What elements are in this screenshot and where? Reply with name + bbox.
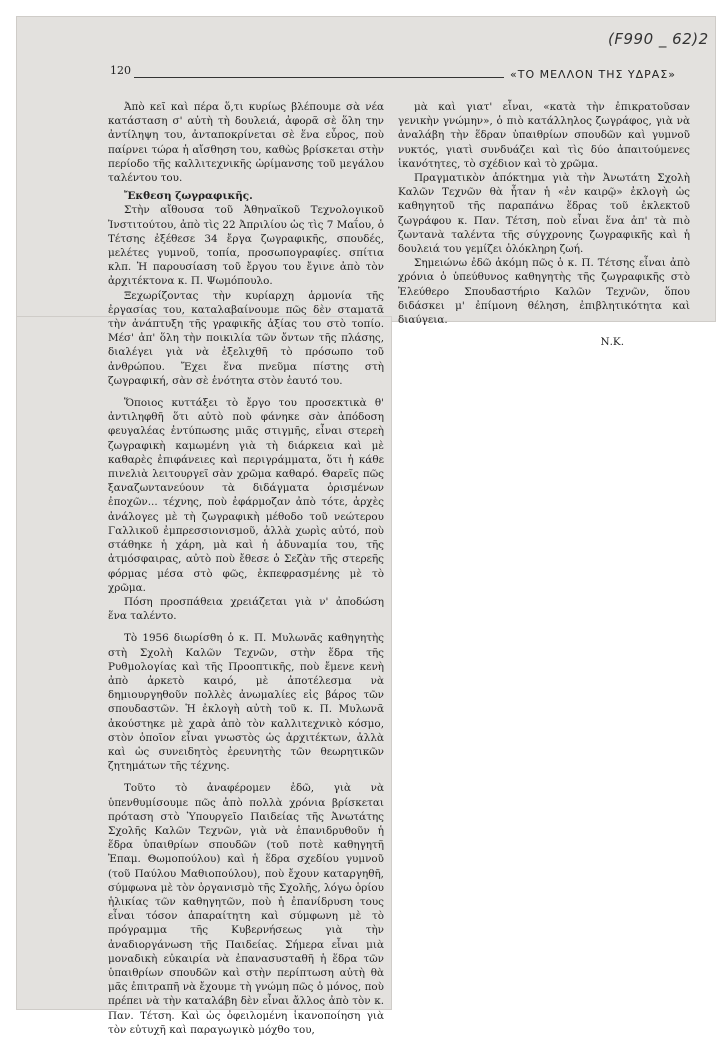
paragraph: μὰ καὶ γιατ' εἶναι, «κατὰ τὴν ἐπικρατοῦσαν γενικὴν γνώμην», ὁ πιὸ κατάλληλος ζωγράφος, γιὰ νὰ ἀναλάβη τὴν ἕδραν ὑπαιθρίων σπουδῶν καὶ γυμνοῦ νυκτός, γιατὶ συνδυάζει καὶ τὶς δύο ἀπαιτούμενες ἱκανότητες, τὸ σχέδιον καὶ τὸ χρῶμα. [398, 101, 690, 170]
paragraph: Πραγματικὸν ἀπόκτημα γιὰ τὴν Ἀνωτάτη Σχολὴ Καλῶν Τεχνῶν θὰ ἦταν ἡ «ἐν καιρῷ» ἐκλογὴ ὡς καθηγητοῦ τῆς παραπάνω ἕδρας τοῦ ἐκλεκτοῦ ζωγράφου κ. Παν. Τέτση, ποὺ εἶναι ἕνα ἀπ' τὰ πιὸ ζωντανὰ ταλέντα τῆς σύγχρονης ζωγραφικῆς καὶ ἡ δουλειά του γεμίζει ὁλόκληρη ζωή. [398, 172, 690, 256]
handwritten-archive-note: (F990 _ 62)2 [608, 30, 709, 48]
article-column-left [108, 100, 384, 1037]
paragraph: Στὴν αἴθουσα τοῦ Ἀθηναϊκοῦ Τεχνολογικοῦ Ἰνστιτούτου, ἀπὸ τὶς 22 Ἀπριλίου ὡς τὶς 7 Μαΐου, ὁ Τέτσης ἐξέθεσε 34 ἔργα ζωγραφικῆς, σπουδές, μελέτες γυμνοῦ, τοπία, προσωπογραφίες. σπίτια κλπ. Ἡ παρουσίαση τοῦ ἔργου του ἔγινε ἀπὸ τὸν ἀρχιτέκτονα κ. Π. Ψωμόπουλο. [108, 204, 384, 288]
paragraph: Τοῦτο τὸ ἀναφέρομεν ἐδῶ, γιὰ νὰ ὑπενθυμίσουμε πῶς ἀπὸ πολλὰ χρόνια βρίσκεται πρόταση στὸ Ὑπουργεῖο Παιδείας τῆς Ἀνωτάτης Σχολῆς Καλῶν Τεχνῶν, γιὰ νὰ ἐπανιδρυθοῦν ἡ ἕδρα ὑπαιθρίων σπουδῶν (τοῦ ποτὲ καθηγητῆ Ἐπαμ. Θωμοπούλου) καὶ ἡ ἕδρα σχεδίου γυμνοῦ (τοῦ Παύλου Μαθιοπούλου), ποὺ ἔχουν καταργηθῆ, σύμφωνα μὲ τὸν ὀργανισμὸ τῆς Σχολῆς, λόγω ὁρίου ἡλικίας τῶν καθηγητῶν, ποὺ ἡ ἐπανίδρυση τους εἶναι τόσον ἀπαραίτητη καὶ σύμφωνη μὲ τὸ πρόγραμμα τῆς Κυβερνήσεως γιὰ τὴν ἀναδιοργάνωση τῆς Παιδείας. Σήμερα εἶναι μιὰ μοναδικὴ εὐκαιρία νὰ ἐπανασυσταθῆ ἡ ἕδρα τῶν ὑπαιθρίων σπουδῶν καὶ στὴν περίπτωση αὐτὴ θὰ μᾶς ἐπιτραπῆ νὰ ἔχουμε τὴ γνώμη πῶς ὁ μόνος, ποὺ πρέπει νὰ τὴν καταλάβη δὲν εἶναι ἄλλος ἀπὸ τὸν κ. Παν. Τέτση. Καὶ ὡς ὀφειλομένη ἱκανοποίηση γιὰ τὸν εὐτυχῆ καὶ παραγωγικὸ μόχθο του, [108, 782, 384, 1036]
page-number: 120 [110, 64, 131, 77]
section-heading: Ἔκθεση ζωγραφικῆς. [124, 190, 253, 203]
paragraph: Ὅποιος κυττάξει τὸ ἔργο του προσεκτικὰ θ' ἀντιληφθῆ ὅτι αὐτὸ ποὺ φάνηκε σὰν ἀπόδοση φευγαλέας ἐντύπωσης μιᾶς στιγμῆς, εἶναι στερεὴ ζωγραφικὴ καμωμένη γιὰ τὴ διάρκεια καὶ μὲ καθαρὲς ἐπιφάνειες καὶ περιγράμματα, ὅτι ἡ κάθε πινελιὰ λειτουργεῖ σὰν χρῶμα καθαρό. Θαρεῖς πῶς ξαναζωντανεύουν τὰ διδάγματα ὁρισμένων ἐποχῶν... τέχνης, ποὺ ἐφάρμοζαν ἀπὸ τότε, ἀρχὲς ἀνάλογες μὲ τὴ ζωγραφικὴ μέθοδο τοῦ νεώτερου Γαλλικοῦ ἐμπρεσσιονισμοῦ, ἀλλὰ χωρὶς αὐτό, ποὺ στάθηκε ἡ χάρη, μὰ καὶ ἡ ἀδυναμία του, τῆς ἀτμόσφαιρας, αὐτὸ ποὺ ἔθεσε ὁ Σεζὰν τῆς στερεῆς φόρμας μέσα στὸ φῶς, ἐκπεφρασμένης μὲ τὸ χρῶμα. [108, 397, 384, 594]
header-rule [134, 77, 504, 78]
paragraph: Ἀπὸ κεῖ καὶ πέρα ὅ,τι κυρίως βλέπουμε σὰ νέα κατάσταση σ' αὐτὴ τὴ δουλειά, ἀφορᾶ σὲ ὅλη την ἀντίληψη του, ἀνταποκρίνεται σὲ ἕνα εὖρος, ποὺ παίρνει τώρα ἡ αἴσθηση του, καθὼς βρίσκεται στὴν περίοδο τῆς καλλιτεχνικῆς ὡρίμανσης τοῦ μεγάλου ταλέντου του. [108, 101, 384, 185]
running-title: «ΤΟ ΜΕΛΛΟΝ ΤΗΣ ΥΔΡΑΣ» [510, 68, 676, 81]
article-column-right [398, 100, 690, 349]
paragraph: Τὸ 1956 διωρίσθη ὁ κ. Π. Μυλωνᾶς καθηγητὴς στὴ Σχολὴ Καλῶν Τεχνῶν, στὴν ἕδρα τῆς Ρυθμολογίας καὶ τῆς Προοπτικῆς, ποὺ ἔμενε κενὴ ἀπὸ ἀρκετὸ καιρό, μὲ ἀποτέλεσμα νὰ δημιουργηθοῦν πολλὲς ἀνωμαλίες εἰς βάρος τῶν σπουδαστῶν. Ἡ ἐκλογὴ αὐτὴ τοῦ κ. Π. Μυλωνᾶ ἀκούστηκε μὲ χαρὰ ἀπὸ τὸν καλλιτεχνικὸ κόσμο, στὸν ὁποῖον εἶναι γνωστὸς ὡς ἀρχιτέκτων, ἀλλὰ καὶ ὡς συνειδητὸς ἐρευνητὴς τῶν θεωρητικῶν ζητημάτων τῆς τέχνης. [108, 632, 384, 773]
paragraph: Πόση προσπάθεια χρειάζεται γιὰ ν' ἀποδώση ἕνα ταλέντο. [108, 595, 384, 623]
author-signature: Ν.Κ. [600, 336, 624, 349]
paragraph: Ξεχωρίζοντας τὴν κυρίαρχη ἁρμονία τῆς ἐργασίας του, καταλαβαίνουμε πῶς δὲν σταματᾶ τὴν ἀνάπτυξη τῆς γραφικῆς ἀξίας του στὸ τοπίο. Μέσ' ἀπ' ὅλη τὴν ποικιλία τῶν ὄντων τῆς πλάσης, διαλέγει γιὰ νὰ ἐξελιχθῆ τὸ πρόσωπο τοῦ ἀνθρώπου. Ἔχει ἕνα πνεῦμα πίστης στὴ ζωγραφική, σὰν σὲ ἑνότητα στὸν ἑαυτό του. [108, 289, 384, 387]
paragraph: Σημειώνω ἐδῶ ἀκόμη πῶς ὁ κ. Π. Τέτσης εἶναι ἀπὸ χρόνια ὁ ὑπεύθυνος καθηγητὴς τῆς ζωγραφικῆς στὸ Ἐλεύθερο Σπουδαστήριο Καλῶν Τεχνῶν, ὅπου διδάσκει μ' ἐπίμονη θέληση, ἐπιβλητικότητα καὶ διαύγεια. [398, 257, 690, 327]
